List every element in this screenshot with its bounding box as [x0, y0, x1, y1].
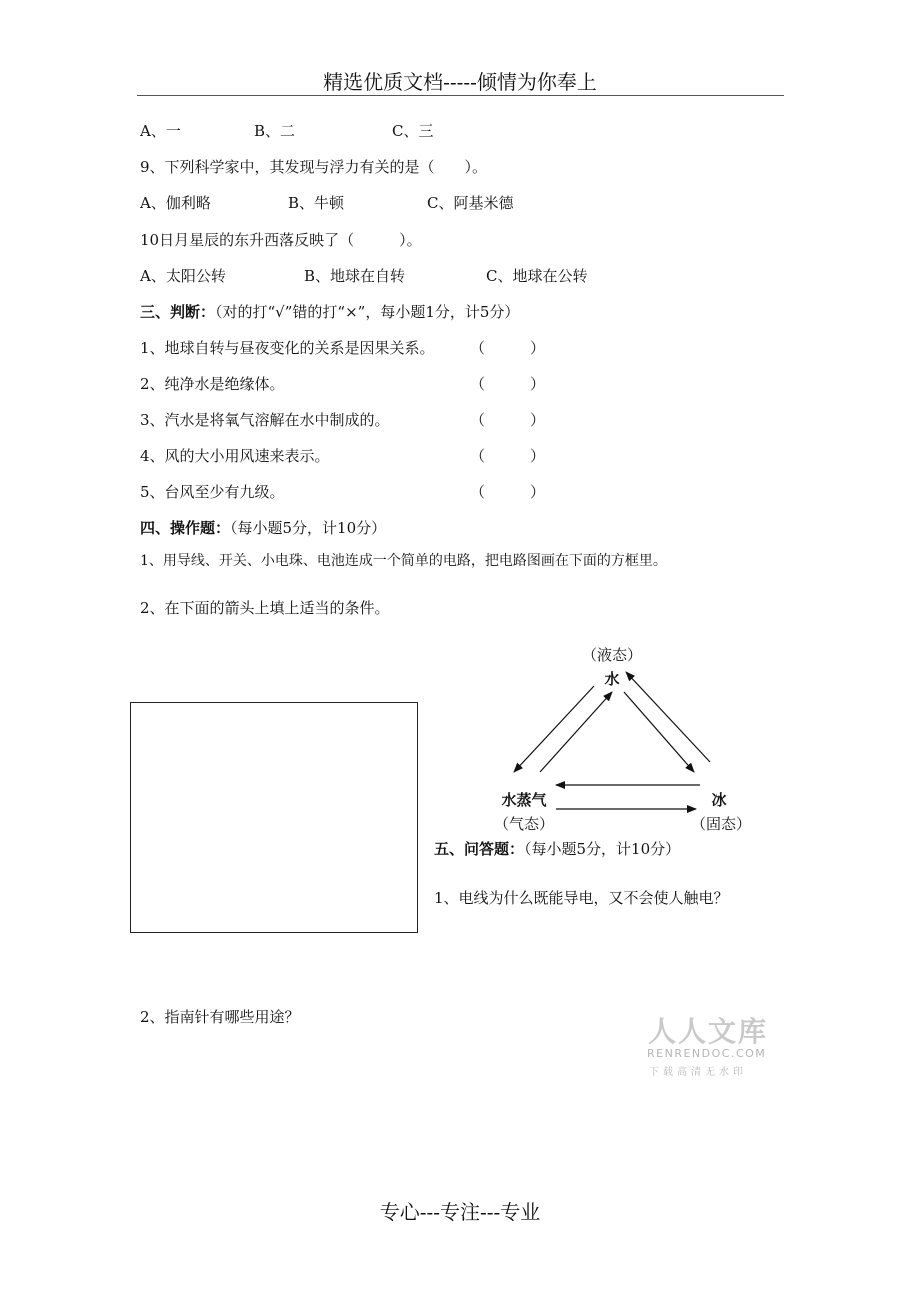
judge-item-5: 5、台风至少有九级。: [140, 483, 285, 501]
judge-blank-5[interactable]: （ ）: [470, 483, 546, 501]
renrendoc-watermark: [640, 1010, 780, 1082]
watermark-logo-text: 人人文库: [648, 1015, 769, 1048]
q10-question: 10日月星辰的东升西落反映了（ ）。: [140, 231, 422, 249]
water-state-label: （液态）: [581, 646, 643, 664]
vapor-state-label: （气态）: [493, 815, 555, 833]
section4-title: 四、操作题：: [140, 519, 231, 537]
ice-state-label: （固态）: [690, 815, 752, 833]
judge-item-4: 4、风的大小用风速来表示。: [140, 447, 330, 465]
section4-note: （每小题5分，计10分）: [230, 519, 387, 537]
q9-option-a: A、伽利略: [140, 194, 211, 212]
phase-change-diagram: [470, 636, 790, 846]
q8-option-b: B、二: [254, 122, 296, 140]
header-divider: [137, 95, 784, 96]
q8-option-c: C、三: [392, 122, 434, 140]
ice-label: 冰: [711, 791, 727, 809]
watermark-slogan: 下载高清无水印: [649, 1067, 747, 1078]
judge-item-3: 3、汽水是将氧气溶解在水中制成的。: [140, 411, 390, 429]
judge-blank-1[interactable]: （ ）: [470, 339, 546, 357]
qa-question-1: 1、电线为什么既能导电，又不会使人触电？: [434, 889, 729, 907]
section4-heading: [140, 517, 386, 538]
q10-option-a: A、太阳公转: [140, 267, 226, 285]
judge-blank-3[interactable]: （ ）: [470, 411, 546, 429]
operation-question-1: 1、用导线、开关、小电珠、电池连成一个简单的电路，把电路图画在下面的方框里。: [140, 553, 667, 569]
qa-question-2: 2、指南针有哪些用途？: [140, 1008, 300, 1026]
q10-option-c: C、地球在公转: [486, 267, 588, 285]
judge-blank-4[interactable]: （ ）: [470, 447, 546, 465]
water-label: 水: [604, 670, 620, 688]
footer-text: 专心---专注---专业: [379, 1200, 541, 1224]
section5-note: （每小题5分，计10分）: [524, 840, 681, 858]
arrow-ice-to-water[interactable]: [626, 672, 710, 762]
watermark-site: RENRENDOC.COM: [647, 1047, 767, 1060]
circuit-drawing-box[interactable]: [130, 702, 418, 933]
judge-item-1: 1、地球自转与昼夜变化的关系是因果关系。: [140, 339, 435, 357]
vapor-label: 水蒸气: [501, 791, 547, 809]
operation-question-2: 2、在下面的箭头上填上适当的条件。: [140, 599, 390, 617]
q9-option-b: B、牛顿: [288, 194, 345, 212]
q9-option-c: C、阿基米德: [427, 194, 514, 212]
section5-title: 五、问答题：: [434, 840, 525, 858]
section3-heading: [140, 301, 519, 322]
arrow-water-to-vapor[interactable]: [514, 686, 594, 772]
section3-note: （对的打“√”错的打“×”，每小题1分，计5分）: [215, 303, 520, 321]
header-title: 精选优质文档-----倾情为你奉上: [323, 70, 597, 94]
section3-title: 三、判断：: [140, 303, 216, 321]
judge-item-2: 2、纯净水是绝缘体。: [140, 375, 285, 393]
judge-blank-2[interactable]: （ ）: [470, 375, 546, 393]
q9-question: 9、下列科学家中，其发现与浮力有关的是（ ）。: [140, 158, 488, 176]
arrow-water-to-ice[interactable]: [624, 692, 694, 772]
q8-option-a: A、一: [140, 122, 181, 140]
section5-heading: [434, 838, 680, 859]
q10-option-b: B、地球在自转: [304, 267, 406, 285]
